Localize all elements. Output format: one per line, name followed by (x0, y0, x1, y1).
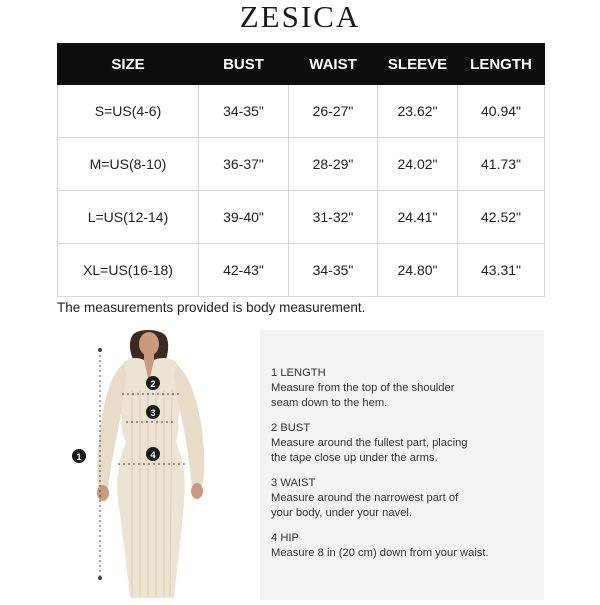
table-row (58, 244, 545, 297)
length-marker (72, 449, 86, 463)
measurement-note: The measurements provided is body measurement. (57, 300, 366, 315)
column-header-size: SIZE (58, 44, 199, 85)
waist-marker-label: 3 (150, 408, 156, 418)
length-top-dot (98, 348, 102, 352)
column-header-waist: WAIST (289, 44, 378, 85)
size-chart-table (57, 43, 545, 297)
measurement-instructions-panel (260, 330, 544, 600)
instruction-line: seam down to the hem. (271, 397, 388, 409)
sleeve-cell: 23.62" (378, 85, 458, 138)
instruction-line: Measure 8 in (20 cm) down from your waist. (271, 547, 489, 559)
instruction-line: Measure from the top of the shoulder (271, 382, 455, 394)
bust-marker-label: 2 (150, 379, 156, 389)
instruction-line: your body, under your navel. (271, 507, 412, 519)
bust-cell: 39-40" (199, 191, 289, 244)
waist-cell: 28-29" (289, 138, 378, 191)
length-cell: 40.94" (458, 85, 545, 138)
size-cell: M=US(8-10) (58, 138, 199, 191)
waist-marker (146, 405, 160, 419)
instruction-title: 3 WAIST (271, 477, 316, 489)
model-illustration (60, 330, 255, 600)
length-cell: 42.52" (458, 191, 545, 244)
size-cell: S=US(4-6) (58, 85, 199, 138)
length-marker-label: 1 (76, 452, 82, 462)
hip-marker-label: 4 (150, 450, 156, 460)
instruction-bust (271, 421, 537, 466)
bust-cell: 34-35" (199, 85, 289, 138)
size-chart-header-row (58, 44, 545, 85)
length-bottom-dot (98, 576, 102, 580)
bust-cell: 36-37" (199, 138, 289, 191)
dress-measurement-figure (60, 330, 255, 600)
instruction-title: 2 BUST (271, 422, 311, 434)
instruction-length (271, 366, 537, 411)
waist-cell: 26-27" (289, 85, 378, 138)
bust-marker (146, 376, 160, 390)
hip-marker (146, 447, 160, 461)
instruction-waist (271, 476, 537, 521)
bust-cell: 42-43" (199, 244, 289, 297)
sleeve-cell: 24.80" (378, 244, 458, 297)
instruction-line: Measure around the fullest part, placing (271, 437, 468, 449)
column-header-length: LENGTH (458, 44, 545, 85)
left-hand-shape (97, 485, 109, 501)
sleeve-cell: 24.02" (378, 138, 458, 191)
instruction-title: 1 LENGTH (271, 367, 326, 379)
instruction-line: Measure around the narrowest part of (271, 492, 459, 504)
sleeve-cell: 24.41" (378, 191, 458, 244)
instruction-title: 4 HIP (271, 532, 299, 544)
length-cell: 41.73" (458, 138, 545, 191)
instruction-hip (271, 531, 537, 561)
table-row (58, 191, 545, 244)
instruction-line: the tape close up under the arms. (271, 452, 438, 464)
brand-logo: ZESICA (239, 0, 361, 34)
waist-cell: 34-35" (289, 244, 378, 297)
waist-cell: 31-32" (289, 191, 378, 244)
column-header-sleeve: SLEEVE (378, 44, 458, 85)
table-row (58, 85, 545, 138)
size-cell: XL=US(16-18) (58, 244, 199, 297)
size-cell: L=US(12-14) (58, 191, 199, 244)
table-row (58, 138, 545, 191)
length-cell: 43.31" (458, 244, 545, 297)
right-hand-shape (191, 483, 203, 499)
column-header-bust: BUST (199, 44, 289, 85)
